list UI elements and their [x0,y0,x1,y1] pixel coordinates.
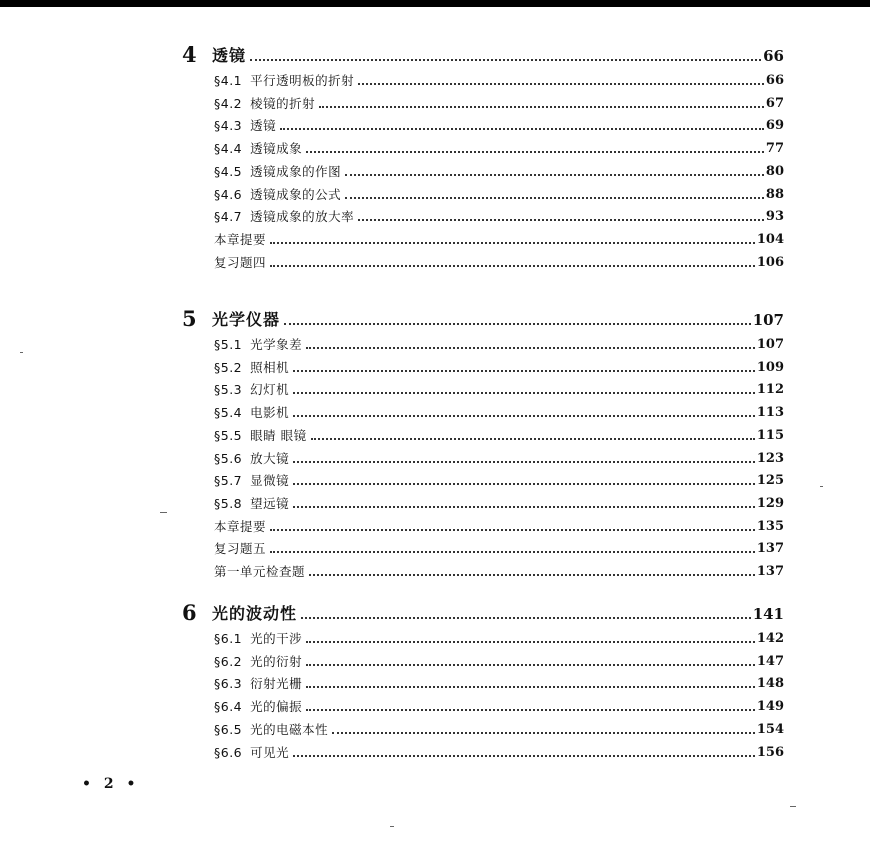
dot-leader [306,709,755,711]
toc-entry[interactable] [214,470,784,490]
dot-leader [345,174,764,176]
section-number: §5.5 [214,427,243,443]
dot-leader [293,461,755,463]
scan-top-border [0,0,870,7]
toc-entry[interactable] [214,115,784,135]
dot-leader [250,59,761,61]
toc-entry-label [214,163,341,181]
section-number: §5.4 [214,405,243,421]
toc-entry[interactable] [214,719,784,739]
chapter-heading[interactable] [182,42,784,66]
section-number: §4.4 [214,141,243,157]
toc-entry[interactable] [214,493,784,513]
section-page: 137 [756,564,784,579]
toc-entry-label [214,427,307,445]
toc-entry[interactable] [214,448,784,468]
chapter-heading[interactable] [182,306,784,330]
scan-speck [160,512,167,513]
dot-leader [293,483,755,485]
section-title: 第一单元检查题 [214,564,306,579]
section-title: 透镜成象的作图 [250,163,342,179]
toc-entry[interactable] [214,252,784,272]
toc-entry[interactable] [214,229,784,249]
section-page: 154 [756,721,784,737]
section-number: §5.3 [214,382,243,398]
section-page: 69 [765,118,784,134]
section-title: 平行透明板的折射 [250,73,355,88]
section-title: 复习题五 [214,541,267,557]
toc-entry-label [214,254,266,272]
section-title: 光的衍射 [250,653,303,669]
toc-entry-label [214,140,302,158]
chapter-number: 6 [182,600,197,625]
scan-speck [820,486,823,487]
toc-entry[interactable] [214,357,784,377]
section-number: §5.1 [214,337,243,352]
section-title: 显微镜 [250,473,290,489]
section-title: 电影机 [250,405,290,421]
toc-entry[interactable] [214,379,784,399]
toc-entry-label [214,653,302,671]
section-page: 80 [765,163,784,179]
toc-entry-label [214,540,266,558]
section-page: 93 [765,209,784,225]
section-title: 眼睛 眼镜 [250,427,307,443]
section-page: 66 [765,73,784,88]
toc-entry-label [214,117,276,135]
toc-entry[interactable] [214,742,784,762]
section-title: 望远镜 [250,495,290,511]
scan-speck [790,806,796,807]
section-page: 107 [756,337,784,352]
section-title: 光的偏振 [250,699,303,715]
toc-entry-label [214,381,289,399]
section-page: 149 [756,699,784,715]
scan-speck [390,826,394,827]
dot-leader [306,347,755,349]
section-page: 113 [756,405,784,421]
dot-leader [306,664,755,666]
section-number: §5.6 [214,450,243,466]
chapter-page: 66 [763,47,784,65]
dot-leader [306,151,764,153]
dot-leader [293,506,755,508]
toc-entry-label [214,72,354,90]
toc-entry[interactable] [214,628,784,648]
chapter-title: 透镜 [212,46,247,65]
section-page: 106 [756,254,784,270]
section-title: 可见光 [250,744,290,760]
toc-entry-label [214,186,341,204]
section-title: 放大镜 [250,450,290,466]
toc-entry-label [214,95,315,113]
dot-leader [270,265,755,267]
toc-entry[interactable] [214,561,784,581]
dot-leader [270,529,755,531]
section-title: 透镜 [250,118,277,134]
toc-entry-label [214,336,302,354]
scan-speck [20,352,23,353]
section-page: 135 [756,518,784,534]
dot-leader [270,551,755,553]
section-title: 透镜成象 [250,141,303,157]
toc-entry-label [214,450,289,468]
section-title: 本章提要 [214,518,267,534]
toc-entry-label [214,404,289,422]
toc-entry[interactable] [214,425,784,445]
section-title: 本章提要 [214,231,267,247]
section-title: 透镜成象的放大率 [250,209,355,225]
section-title: 复习题四 [214,254,267,270]
section-page: 115 [756,427,784,443]
section-page: 129 [756,495,784,511]
section-number: §6.4 [214,699,243,715]
section-page: 67 [765,95,784,111]
toc-entry[interactable] [214,402,784,422]
chapter-number: 5 [182,306,197,331]
section-page: 148 [756,676,784,692]
section-page: 125 [756,473,784,489]
dot-leader [301,617,751,619]
dot-leader [345,197,764,199]
toc-entry[interactable] [214,651,784,671]
chapter-page: 141 [752,605,784,623]
section-title: 棱镜的折射 [250,95,316,111]
section-number: §5.2 [214,359,243,375]
toc-entry-label [214,721,328,739]
toc-entry[interactable] [214,161,784,181]
section-page: 112 [756,382,784,398]
section-number: §6.3 [214,676,243,692]
section-page: 137 [756,541,784,557]
toc-entry[interactable] [214,184,784,204]
section-page: 88 [765,186,784,202]
dot-leader [293,755,755,757]
dot-leader [358,219,764,221]
dot-leader [311,438,755,440]
chapter-title: 光的波动性 [212,604,298,623]
section-number: §4.2 [214,95,243,111]
dot-leader [293,392,755,394]
toc-entry[interactable] [214,673,784,693]
section-title: 照相机 [250,359,290,375]
section-title: 光的电磁本性 [250,721,329,737]
section-number: §6.6 [214,744,243,760]
chapter-title: 光学仪器 [212,310,281,329]
section-title: 光学象差 [250,337,303,352]
dot-leader [280,128,764,130]
toc-entry[interactable] [214,93,784,113]
section-number: §5.8 [214,495,243,511]
section-title: 光的干涉 [250,631,303,646]
dot-leader [293,415,755,417]
toc-entry[interactable] [214,206,784,226]
toc-entry[interactable] [214,538,784,558]
dot-leader [293,370,755,372]
dot-leader [309,574,755,576]
chapter-heading[interactable] [182,600,784,624]
section-page: 104 [756,231,784,247]
page-number: • 2 • [82,776,140,792]
toc-entry-label [214,231,266,249]
toc-entry-label [214,518,266,536]
section-page: 156 [756,744,784,760]
section-title: 透镜成象的公式 [250,186,342,202]
toc-entry-label [214,495,289,513]
section-number: §5.7 [214,473,243,489]
toc-entry-label [214,208,354,226]
dot-leader [306,641,755,643]
section-number: §4.6 [214,186,243,202]
toc-entry-label [214,630,302,648]
section-number: §4.5 [214,163,243,179]
dot-leader [358,83,764,85]
toc-entry[interactable] [214,334,784,354]
chapter-page: 107 [752,311,784,329]
toc-entry-label [214,744,289,762]
chapter-number: 4 [182,42,197,67]
dot-leader [332,732,755,734]
section-page: 123 [756,450,784,466]
toc-entry-label [214,472,289,490]
section-number: §6.5 [214,721,243,737]
toc-entry-label [214,698,302,716]
dot-leader [284,323,751,325]
toc-entry-label [214,359,289,377]
section-page: 142 [756,631,784,646]
section-number: §4.1 [214,73,243,88]
section-number: §4.7 [214,209,243,225]
section-number: §4.3 [214,118,243,134]
toc-entry-label [214,675,302,693]
section-title: 幻灯机 [250,382,290,398]
toc-entry-label [214,563,305,581]
section-number: §6.2 [214,653,243,669]
dot-leader [319,106,764,108]
section-page: 77 [765,141,784,157]
toc-entry[interactable] [214,70,784,90]
dot-leader [306,686,755,688]
section-page: 147 [756,653,784,669]
section-number: §6.1 [214,631,243,646]
section-page: 109 [756,359,784,375]
toc-entry[interactable] [214,696,784,716]
toc-entry[interactable] [214,516,784,536]
dot-leader [270,242,755,244]
section-title: 衍射光栅 [250,676,303,692]
toc-entry[interactable] [214,138,784,158]
